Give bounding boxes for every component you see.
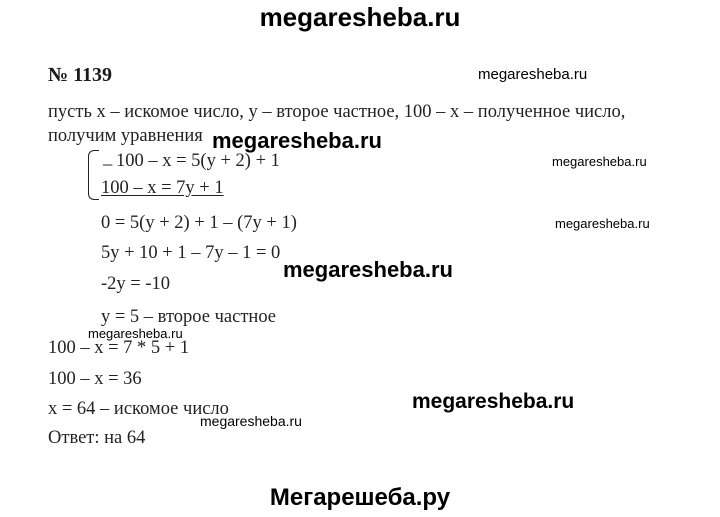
step-2: 5y + 10 + 1 – 7y – 1 = 0 — [101, 243, 281, 263]
step-4: y = 5 – второе частное — [101, 307, 277, 327]
step-3: -2y = -10 — [101, 274, 171, 294]
problem-number: № 1139 — [48, 64, 112, 86]
watermark-right-1: megaresheba.ru — [552, 154, 647, 169]
watermark-top-right: megaresheba.ru — [478, 66, 588, 83]
intro-line-2: получим уравнения — [48, 126, 203, 146]
intro-line-1: пусть x – искомое число, y – второе частное, 100 – x – полученное число, — [48, 102, 626, 122]
system-equation-1: 100 – x = 5(y + 2) + 1 — [116, 151, 280, 171]
step-5: 100 – x = 7 * 5 + 1 — [48, 338, 190, 358]
footer-watermark: Мегарешеба.ру — [269, 484, 451, 511]
watermark-bottom-right: megaresheba.ru — [412, 390, 575, 413]
answer: Ответ: на 64 — [48, 428, 146, 448]
step-7: x = 64 – искомое число — [48, 399, 229, 419]
watermark-bottom-small: megaresheba.ru — [200, 413, 302, 429]
watermark-center: megaresheba.ru — [283, 257, 453, 282]
system-minus-sign: _ — [103, 148, 113, 168]
watermark-mid-left: megaresheba.ru — [212, 128, 382, 153]
system-equation-2: 100 – x = 7y + 1 — [101, 178, 224, 198]
step-6: 100 – x = 36 — [48, 369, 142, 389]
step-1: 0 = 5(y + 2) + 1 – (7y + 1) — [101, 213, 297, 233]
system-brace — [88, 150, 99, 200]
watermark-small-left: megaresheba.ru — [88, 326, 183, 341]
header-watermark: megaresheba.ru — [259, 2, 461, 32]
watermark-right-2: megaresheba.ru — [555, 216, 650, 231]
